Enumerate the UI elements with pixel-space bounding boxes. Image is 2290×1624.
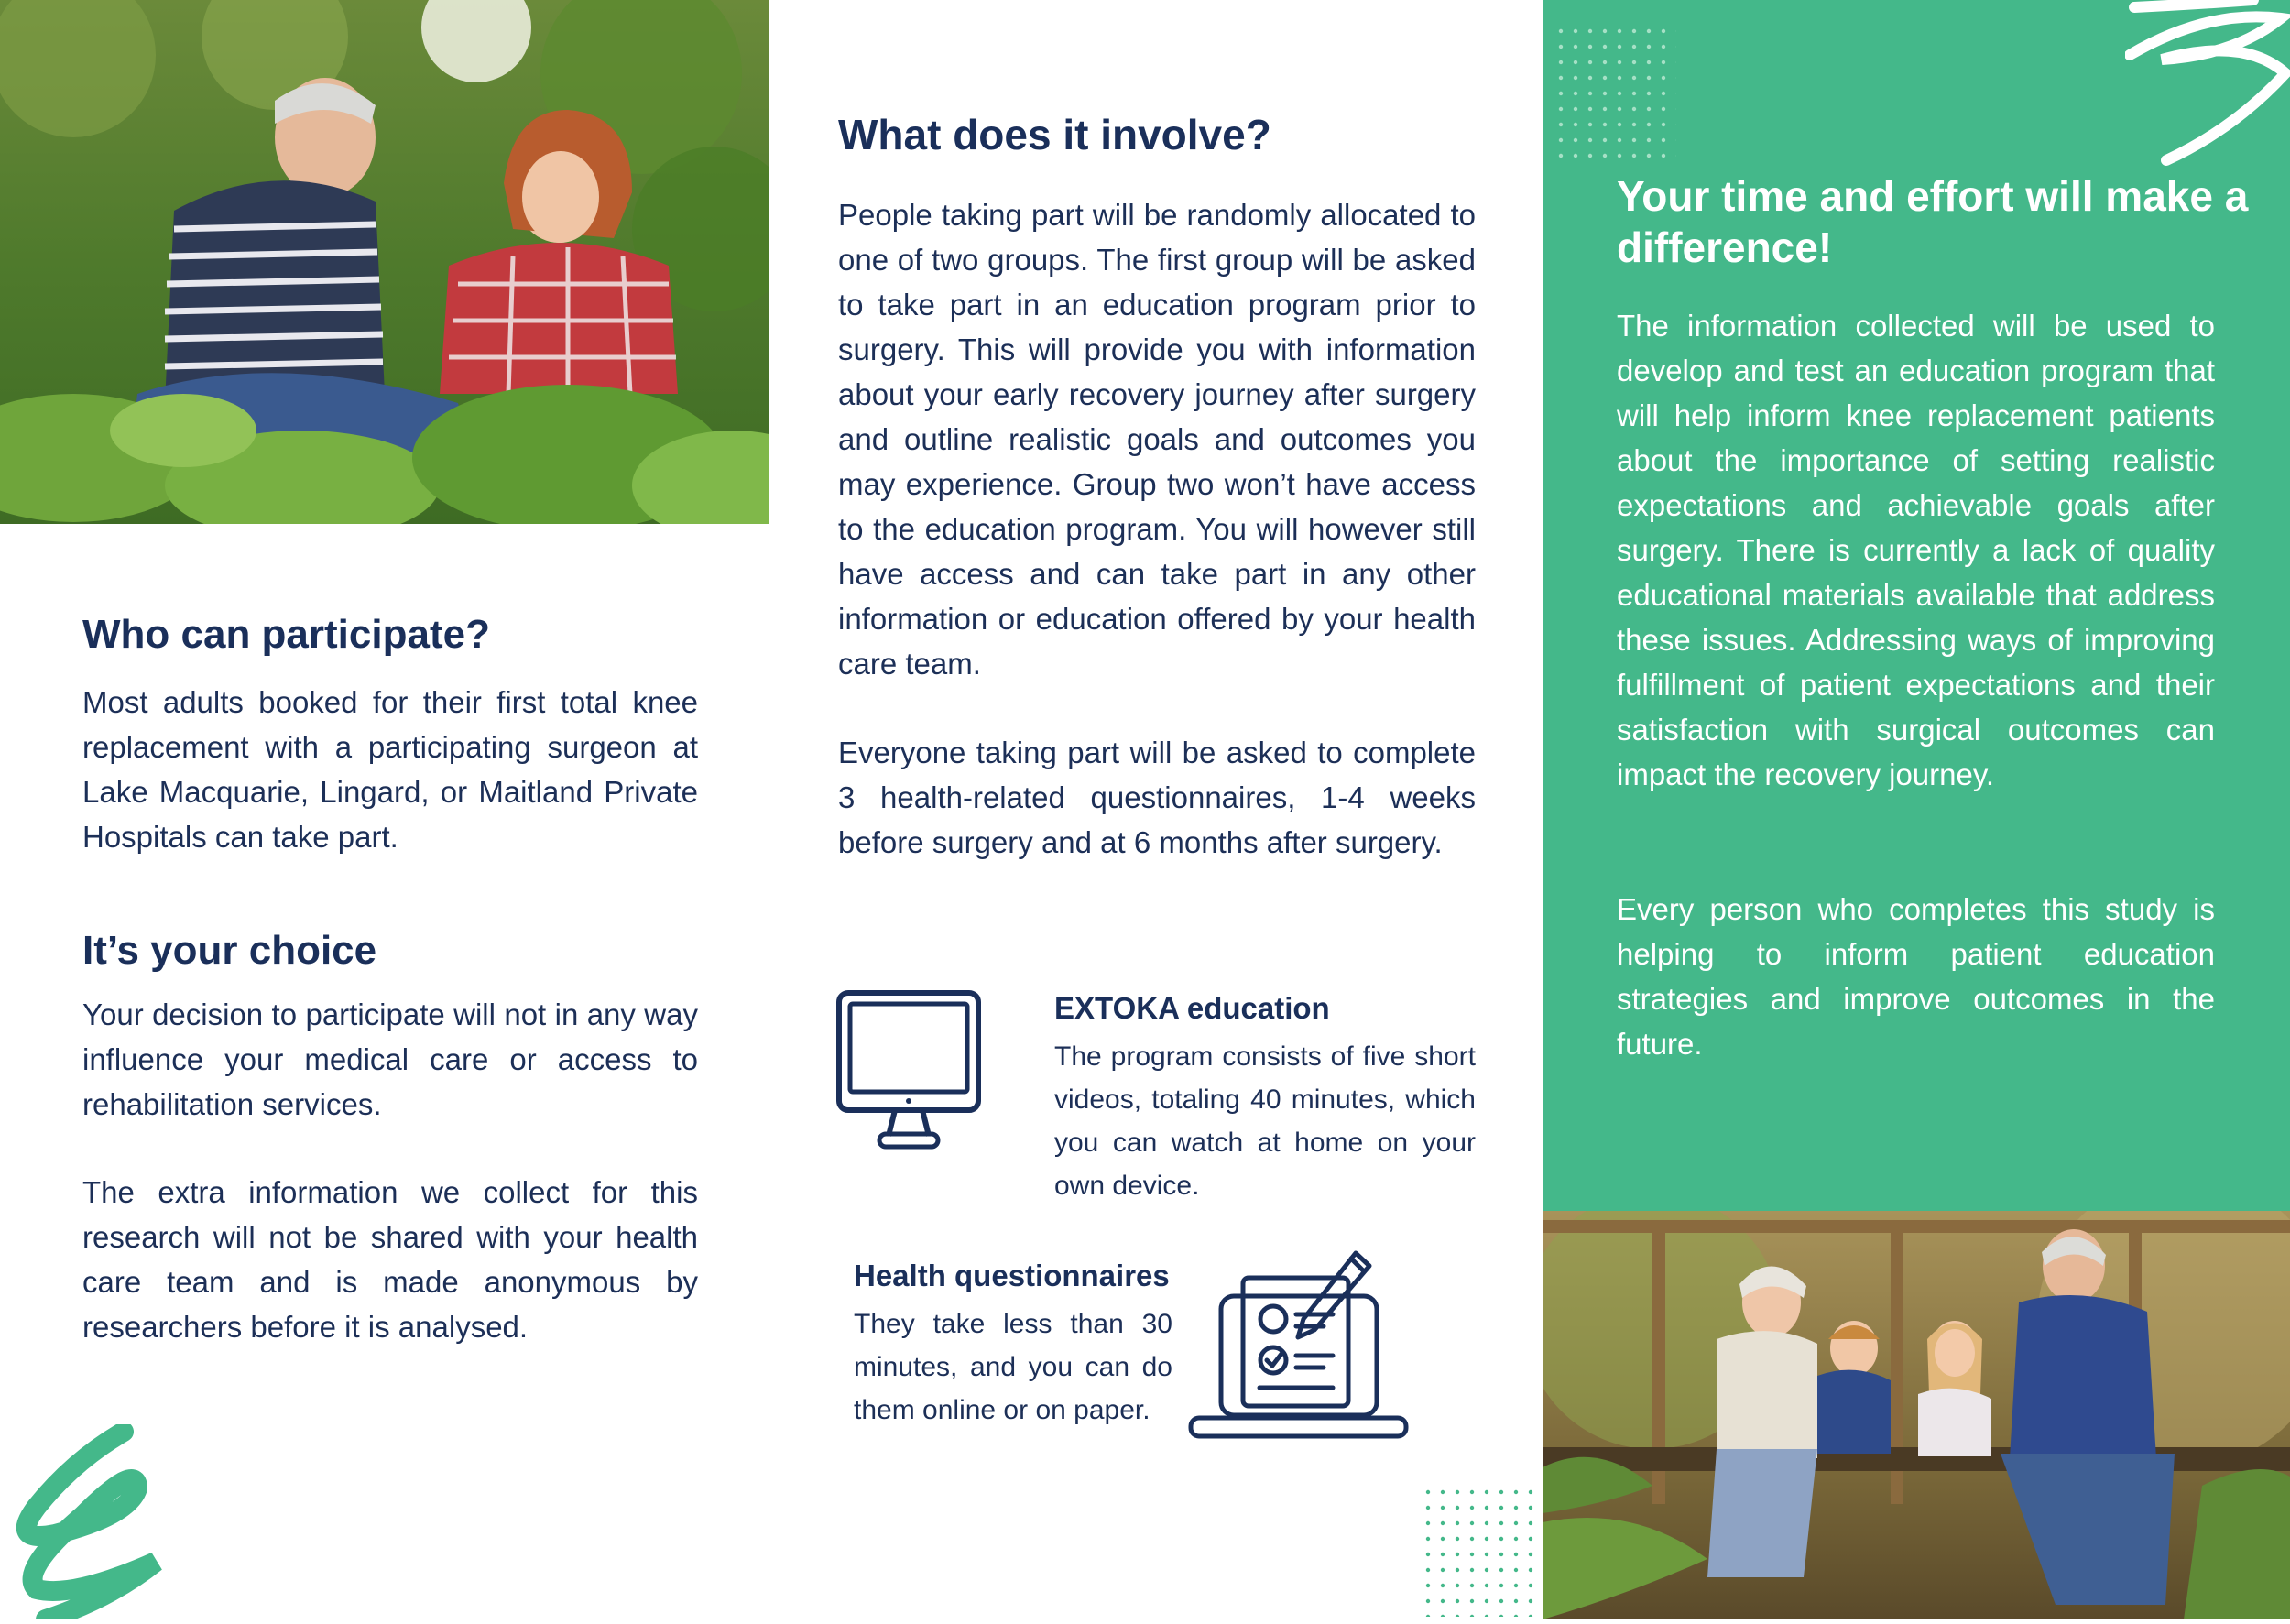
- time-and-effort-heading: Your time and effort will make a difference!: [1617, 172, 2249, 271]
- every-person-text: Every person who completes this study is helping to inform patient education strategies and improve outcomes in the future.: [1617, 892, 2215, 1061]
- extoka-education-heading: EXTOKA education: [1054, 991, 1330, 1025]
- privacy-text: The extra information we collect for this research will not be shared with your health care team and is made anonymous by researchers before it is analysed.: [82, 1175, 698, 1344]
- who-can-participate-heading: Who can participate?: [82, 612, 490, 657]
- family-bridge-photo: [1543, 1211, 2290, 1619]
- swirl-decoration-left: [0, 1424, 165, 1619]
- gardening-photo: [0, 0, 769, 524]
- questionnaire-text: Everyone taking part will be asked to complete 3 health-related questionnaires, 1-4 weeks before surgery and at 6 months after surgery.: [838, 736, 1476, 859]
- information-collected-text: The information collected will be used to develop and test an education program that will help inform knee replacement patients about the importance of setting realistic expectations and achievable goals after surgery. There is currently a lack of quality educational materials available that address these issues. Addressing ways of improving fulfillment of patient expectations and their satisfaction with surgical outcomes can impact the recovery journey.: [1617, 309, 2215, 791]
- your-choice-text: Your decision to participate will not in any way influence your medical care or access to rehabilitation services.: [82, 997, 698, 1121]
- what-does-it-involve-heading: What does it involve?: [838, 111, 1271, 158]
- health-questionnaires-heading: Health questionnaires: [854, 1259, 1170, 1292]
- swirl-decoration-right: [2125, 0, 2290, 169]
- dot-grid-decoration: [1424, 1488, 1543, 1617]
- involve-text: People taking part will be randomly allocated to one of two groups. The first group will be asked to take part in an education program prior to surgery. This will provide you with information about your early recovery journey after surgery and outline realistic goals and outcomes you may experience. Group two won’t have access to the education program. You will however still have access and can take part in any other information or education offered by your health care team.: [838, 198, 1476, 681]
- extoka-education-text: The program consists of five short videos, totaling 40 minutes, which you can watch at home on your own device.: [1054, 1041, 1476, 1201]
- health-questionnaires-text: They take less than 30 minutes, and you can do them online or on paper.: [854, 1309, 1172, 1425]
- your-choice-heading: It’s your choice: [82, 928, 377, 973]
- questionnaire-icon: [1186, 1246, 1411, 1443]
- dot-grid-decoration: [1557, 27, 1676, 160]
- monitor-icon: [835, 989, 982, 1150]
- who-can-participate-text: Most adults booked for their first total knee replacement with a participating surgeon at Lake Macquarie, Lingard, or Maitland Private Hospitals can take part.: [82, 685, 698, 854]
